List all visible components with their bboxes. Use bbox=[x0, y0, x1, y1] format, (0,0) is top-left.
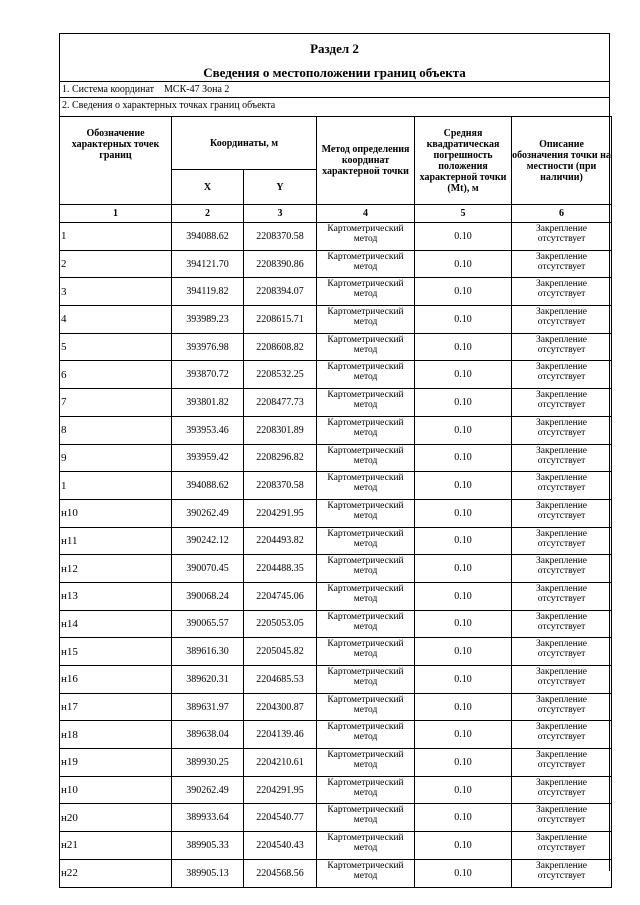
coord-y: 2204493.82 bbox=[244, 527, 317, 555]
coord-y: 2208394.07 bbox=[244, 278, 317, 306]
point-designation: 5 bbox=[60, 333, 172, 361]
method-cell: Картометрический метод bbox=[317, 859, 415, 887]
column-number: 2 bbox=[172, 205, 244, 223]
coord-x: 393953.46 bbox=[172, 416, 244, 444]
coord-y: 2204745.06 bbox=[244, 582, 317, 610]
description-cell: Закрепление отсутствует bbox=[512, 555, 612, 583]
coord-y: 2204291.95 bbox=[244, 499, 317, 527]
table-body bbox=[60, 223, 612, 888]
coord-y: 2208615.71 bbox=[244, 306, 317, 334]
error-cell: 0.10 bbox=[415, 499, 512, 527]
coordinate-system-label: 1. Система координат bbox=[62, 84, 155, 95]
coord-x: 390065.57 bbox=[172, 610, 244, 638]
point-designation: н10 bbox=[60, 776, 172, 804]
description-cell: Закрепление отсутствует bbox=[512, 223, 612, 251]
point-designation: н13 bbox=[60, 582, 172, 610]
method-cell: Картометрический метод bbox=[317, 555, 415, 583]
coord-y: 2204540.43 bbox=[244, 832, 317, 860]
description-cell: Закрепление отсутствует bbox=[512, 499, 612, 527]
coord-y: 2204300.87 bbox=[244, 693, 317, 721]
coord-x: 394088.62 bbox=[172, 472, 244, 500]
coord-y: 2204291.95 bbox=[244, 776, 317, 804]
section-subtitle: Сведения о местоположении границ объекта bbox=[60, 64, 609, 82]
error-cell: 0.10 bbox=[415, 278, 512, 306]
method-cell: Картометрический метод bbox=[317, 389, 415, 417]
coord-x: 394121.70 bbox=[172, 250, 244, 278]
coord-x: 389930.25 bbox=[172, 749, 244, 777]
coord-y: 2208477.73 bbox=[244, 389, 317, 417]
coord-x: 393959.42 bbox=[172, 444, 244, 472]
coord-y: 2204488.35 bbox=[244, 555, 317, 583]
table-row bbox=[60, 361, 612, 389]
description-cell: Закрепление отсутствует bbox=[512, 333, 612, 361]
error-cell: 0.10 bbox=[415, 472, 512, 500]
table-row bbox=[60, 832, 612, 860]
point-designation: н12 bbox=[60, 555, 172, 583]
header-coordinates: Координаты, м bbox=[172, 117, 317, 170]
coord-x: 390068.24 bbox=[172, 582, 244, 610]
table-row bbox=[60, 804, 612, 832]
description-cell: Закрепление отсутствует bbox=[512, 776, 612, 804]
coord-x: 390262.49 bbox=[172, 499, 244, 527]
method-cell: Картометрический метод bbox=[317, 832, 415, 860]
description-cell: Закрепление отсутствует bbox=[512, 582, 612, 610]
error-cell: 0.10 bbox=[415, 721, 512, 749]
column-number: 6 bbox=[512, 205, 612, 223]
coord-x: 393989.23 bbox=[172, 306, 244, 334]
description-cell: Закрепление отсутствует bbox=[512, 859, 612, 887]
error-cell: 0.10 bbox=[415, 666, 512, 694]
header-x: X bbox=[172, 170, 244, 205]
table-row bbox=[60, 693, 612, 721]
error-cell: 0.10 bbox=[415, 693, 512, 721]
point-designation: н21 bbox=[60, 832, 172, 860]
coordinate-system-value: МСК-47 Зона 2 bbox=[164, 84, 230, 95]
coord-y: 2204139.46 bbox=[244, 721, 317, 749]
point-designation: н18 bbox=[60, 721, 172, 749]
description-cell: Закрепление отсутствует bbox=[512, 389, 612, 417]
description-cell: Закрепление отсутствует bbox=[512, 444, 612, 472]
table-row bbox=[60, 638, 612, 666]
error-cell: 0.10 bbox=[415, 306, 512, 334]
coord-y: 2208370.58 bbox=[244, 223, 317, 251]
method-cell: Картометрический метод bbox=[317, 582, 415, 610]
method-cell: Картометрический метод bbox=[317, 306, 415, 334]
description-cell: Закрепление отсутствует bbox=[512, 278, 612, 306]
method-cell: Картометрический метод bbox=[317, 693, 415, 721]
column-number: 1 bbox=[60, 205, 172, 223]
coord-y: 2208390.86 bbox=[244, 250, 317, 278]
table-row bbox=[60, 416, 612, 444]
error-cell: 0.10 bbox=[415, 638, 512, 666]
point-designation: 7 bbox=[60, 389, 172, 417]
coord-x: 393801.82 bbox=[172, 389, 244, 417]
coord-x: 389616.30 bbox=[172, 638, 244, 666]
table-row bbox=[60, 306, 612, 334]
method-cell: Картометрический метод bbox=[317, 804, 415, 832]
method-cell: Картометрический метод bbox=[317, 250, 415, 278]
error-cell: 0.10 bbox=[415, 555, 512, 583]
table-row bbox=[60, 223, 612, 251]
header-designation: Обозначение характерных точек границ bbox=[60, 117, 172, 205]
header-description: Описание обозначения точки на местности (при наличии) bbox=[512, 117, 612, 205]
method-cell: Картометрический метод bbox=[317, 416, 415, 444]
document-frame bbox=[59, 33, 611, 881]
column-numbers-row bbox=[60, 205, 612, 223]
point-designation: 1 bbox=[60, 223, 172, 251]
coord-y: 2208532.25 bbox=[244, 361, 317, 389]
table-row bbox=[60, 555, 612, 583]
point-designation: н20 bbox=[60, 804, 172, 832]
point-designation: 8 bbox=[60, 416, 172, 444]
description-cell: Закрепление отсутствует bbox=[512, 527, 612, 555]
point-designation: н22 bbox=[60, 859, 172, 887]
column-number: 5 bbox=[415, 205, 512, 223]
coord-x: 393976.98 bbox=[172, 333, 244, 361]
table-row bbox=[60, 250, 612, 278]
description-cell: Закрепление отсутствует bbox=[512, 416, 612, 444]
header-method: Метод определения координат характерной точки bbox=[317, 117, 415, 205]
table-row bbox=[60, 610, 612, 638]
method-cell: Картометрический метод bbox=[317, 527, 415, 555]
column-number: 4 bbox=[317, 205, 415, 223]
table-row bbox=[60, 472, 612, 500]
method-cell: Картометрический метод bbox=[317, 333, 415, 361]
coord-y: 2208370.58 bbox=[244, 472, 317, 500]
table-row bbox=[60, 859, 612, 887]
point-designation: н11 bbox=[60, 527, 172, 555]
coord-y: 2204568.56 bbox=[244, 859, 317, 887]
table-row bbox=[60, 721, 612, 749]
description-cell: Закрепление отсутствует bbox=[512, 472, 612, 500]
description-cell: Закрепление отсутствует bbox=[512, 749, 612, 777]
point-designation: н15 bbox=[60, 638, 172, 666]
point-designation: 9 bbox=[60, 444, 172, 472]
method-cell: Картометрический метод bbox=[317, 472, 415, 500]
point-designation: н19 bbox=[60, 749, 172, 777]
point-designation: 3 bbox=[60, 278, 172, 306]
points-caption: 2. Сведения о характерных точках границ объекта bbox=[62, 100, 276, 111]
table-row bbox=[60, 776, 612, 804]
coordinate-system-line bbox=[60, 82, 609, 98]
error-cell: 0.10 bbox=[415, 250, 512, 278]
table-row bbox=[60, 527, 612, 555]
method-cell: Картометрический метод bbox=[317, 444, 415, 472]
description-cell: Закрепление отсутствует bbox=[512, 610, 612, 638]
coord-y: 2205053.05 bbox=[244, 610, 317, 638]
header-error: Средняя квадратическая погрешность положения характерной точки (Mt), м bbox=[415, 117, 512, 205]
description-cell: Закрепление отсутствует bbox=[512, 306, 612, 334]
coord-x: 389933.64 bbox=[172, 804, 244, 832]
coord-x: 394088.62 bbox=[172, 223, 244, 251]
table-row bbox=[60, 499, 612, 527]
header-y: Y bbox=[244, 170, 317, 205]
coord-x: 390070.45 bbox=[172, 555, 244, 583]
description-cell: Закрепление отсутствует bbox=[512, 666, 612, 694]
description-cell: Закрепление отсутствует bbox=[512, 832, 612, 860]
error-cell: 0.10 bbox=[415, 416, 512, 444]
coord-x: 389905.13 bbox=[172, 859, 244, 887]
coord-x: 389620.31 bbox=[172, 666, 244, 694]
table-row bbox=[60, 278, 612, 306]
point-designation: 4 bbox=[60, 306, 172, 334]
error-cell: 0.10 bbox=[415, 859, 512, 887]
column-number: 3 bbox=[244, 205, 317, 223]
point-designation: 1 bbox=[60, 472, 172, 500]
description-cell: Закрепление отсутствует bbox=[512, 361, 612, 389]
coord-x: 389631.97 bbox=[172, 693, 244, 721]
coord-y: 2208301.89 bbox=[244, 416, 317, 444]
error-cell: 0.10 bbox=[415, 223, 512, 251]
coord-y: 2205045.82 bbox=[244, 638, 317, 666]
error-cell: 0.10 bbox=[415, 333, 512, 361]
coord-x: 389638.04 bbox=[172, 721, 244, 749]
coord-y: 2204210.61 bbox=[244, 749, 317, 777]
method-cell: Картометрический метод bbox=[317, 499, 415, 527]
point-designation: н10 bbox=[60, 499, 172, 527]
method-cell: Картометрический метод bbox=[317, 278, 415, 306]
method-cell: Картометрический метод bbox=[317, 610, 415, 638]
error-cell: 0.10 bbox=[415, 749, 512, 777]
description-cell: Закрепление отсутствует bbox=[512, 638, 612, 666]
error-cell: 0.10 bbox=[415, 776, 512, 804]
coord-y: 2204685.53 bbox=[244, 666, 317, 694]
method-cell: Картометрический метод bbox=[317, 666, 415, 694]
boundary-points-table bbox=[59, 116, 612, 888]
method-cell: Картометрический метод bbox=[317, 721, 415, 749]
point-designation: 6 bbox=[60, 361, 172, 389]
error-cell: 0.10 bbox=[415, 389, 512, 417]
point-designation: 2 bbox=[60, 250, 172, 278]
error-cell: 0.10 bbox=[415, 444, 512, 472]
table-row bbox=[60, 582, 612, 610]
method-cell: Картометрический метод bbox=[317, 749, 415, 777]
method-cell: Картометрический метод bbox=[317, 223, 415, 251]
method-cell: Картометрический метод bbox=[317, 638, 415, 666]
table-row bbox=[60, 749, 612, 777]
description-cell: Закрепление отсутствует bbox=[512, 721, 612, 749]
coord-x: 390242.12 bbox=[172, 527, 244, 555]
coord-x: 393870.72 bbox=[172, 361, 244, 389]
table-row bbox=[60, 389, 612, 417]
method-cell: Картометрический метод bbox=[317, 776, 415, 804]
table-row bbox=[60, 444, 612, 472]
table-row bbox=[60, 333, 612, 361]
error-cell: 0.10 bbox=[415, 361, 512, 389]
table-row bbox=[60, 666, 612, 694]
section-title: Раздел 2 bbox=[310, 41, 359, 56]
coord-y: 2204540.77 bbox=[244, 804, 317, 832]
description-cell: Закрепление отсутствует bbox=[512, 250, 612, 278]
coord-y: 2208608.82 bbox=[244, 333, 317, 361]
point-designation: н14 bbox=[60, 610, 172, 638]
method-cell: Картометрический метод bbox=[317, 361, 415, 389]
error-cell: 0.10 bbox=[415, 527, 512, 555]
error-cell: 0.10 bbox=[415, 582, 512, 610]
description-cell: Закрепление отсутствует bbox=[512, 693, 612, 721]
point-designation: н17 bbox=[60, 693, 172, 721]
error-cell: 0.10 bbox=[415, 804, 512, 832]
error-cell: 0.10 bbox=[415, 610, 512, 638]
coord-x: 389905.33 bbox=[172, 832, 244, 860]
coord-x: 394119.82 bbox=[172, 278, 244, 306]
coord-x: 390262.49 bbox=[172, 776, 244, 804]
error-cell: 0.10 bbox=[415, 832, 512, 860]
description-cell: Закрепление отсутствует bbox=[512, 804, 612, 832]
coord-y: 2208296.82 bbox=[244, 444, 317, 472]
point-designation: н16 bbox=[60, 666, 172, 694]
